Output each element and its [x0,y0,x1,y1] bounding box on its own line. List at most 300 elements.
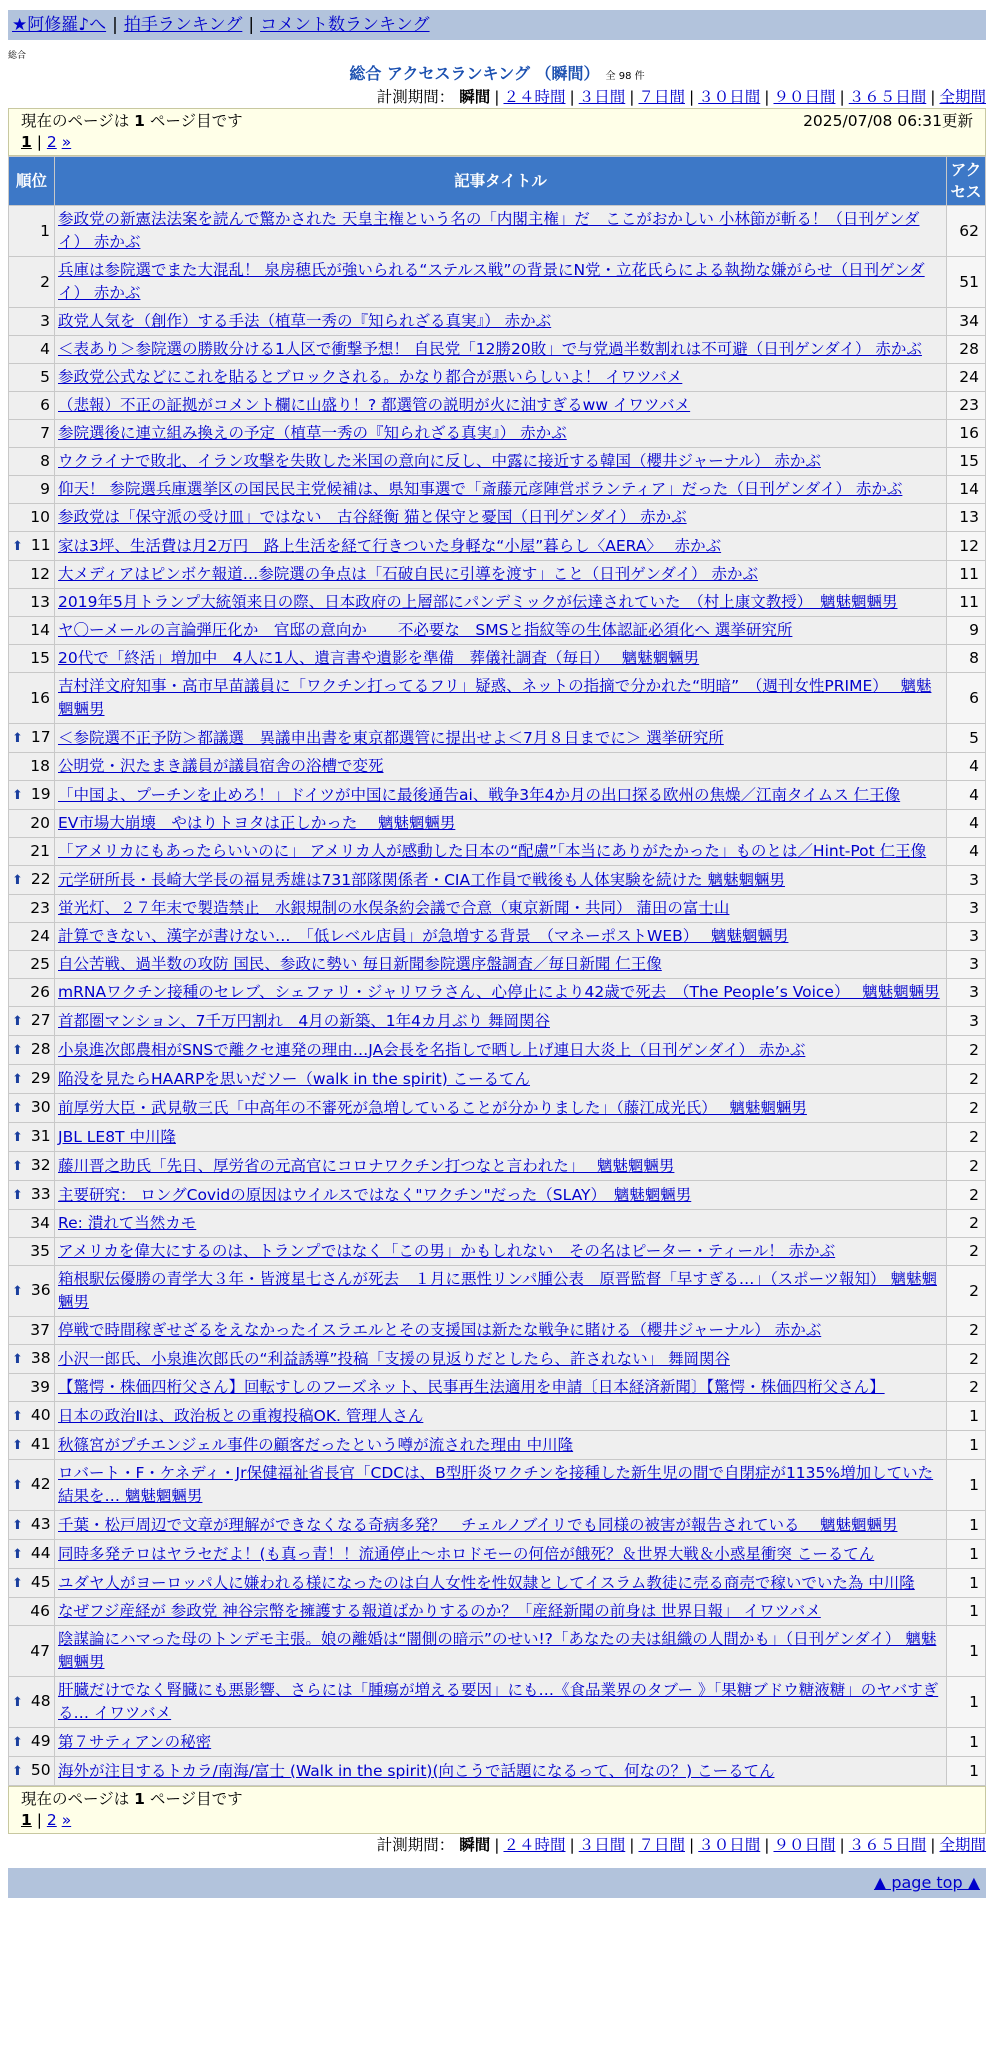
title-cell [55,1431,946,1459]
rank-number: 30 [30,1098,51,1116]
title-cell [55,1123,946,1151]
rank-cell [9,476,54,503]
article-title-link[interactable]: 政党人気を（創作）する手法（植草一秀の『知られざる真実』） 赤かぶ [58,312,552,330]
article-title-link[interactable]: （悲報）不正の証拠がコメント欄に山盛り！? 都選管の説明が火に油すぎるww イワツバメ [58,396,691,414]
rank-cell [9,1460,54,1510]
next-page-link[interactable]: » [61,133,72,151]
title-cell [55,504,946,531]
section-label: 総合 [8,51,27,61]
period-option-link[interactable]: ７日間 [638,88,685,106]
article-title-link[interactable]: ウクライナで敗北、イラン攻撃を失敗した米国の意向に反し、中露に接近する韓国（櫻井ジャーナル） 赤かぶ [58,452,821,470]
article-title-link[interactable]: アメリカを偉大にするのは、トランプではなく「この男」かもしれない その名はピーター・ティール！ 赤かぶ [58,1242,836,1260]
title-cell [55,476,946,503]
period-separator: | [569,1836,575,1854]
table-row [9,257,985,307]
period-option-link[interactable]: ３６５日間 [848,88,927,106]
title-cell [55,1345,946,1373]
period-separator: | [629,88,635,106]
article-title-link[interactable]: 参政党は「保守派の受け皿」ではない 古谷経衡 猫と保守と憂国（日刊ゲンダイ） 赤かぶ [58,508,687,526]
rank-number: 21 [30,842,50,860]
access-count: 1 [947,1757,985,1785]
rank-up-arrow-icon: ⬆ [12,873,23,888]
rank-cell [9,364,54,391]
nav-link-comment-ranking[interactable]: コメント数ランキング [260,15,430,35]
article-title-link[interactable]: 自公苦戦、過半数の攻防 国民、参政に勢い 毎日新聞参院選序盤調査／毎日新聞 仁王像 [58,955,662,973]
access-count: 1 [947,1728,985,1756]
period-separator: | [839,88,845,106]
table-row [9,364,985,391]
article-title-link[interactable]: 停戦で時間稼ぎせざるをえなかったイスラエルとその支援国は新たな戦争に賭ける（櫻井ジャーナル） 赤かぶ [58,1321,822,1339]
title-cell [55,645,946,672]
article-title-link[interactable]: 【驚愕・株価四桁父さん】回転すしのフーズネット、民事再生法適用を申請〔日本経済新聞〕【驚愕・株価四桁父さん】 [58,1378,885,1396]
table-row [9,1431,985,1459]
title-cell [55,673,946,723]
period-option-link[interactable]: ９０日間 [773,88,836,106]
rank-number: 42 [30,1475,51,1493]
period-option-link[interactable]: 全期間 [939,88,986,106]
access-count: 3 [947,979,985,1006]
access-count: 28 [947,336,985,363]
title-cell [55,206,946,256]
rank-cell [9,866,54,894]
rank-number: 19 [30,785,51,803]
article-title-link[interactable]: EV市場大崩壊 やはりトヨタは正しかった 魑魅魍魎男 [58,814,456,832]
article-title-link[interactable]: 千葉・松戸周辺で文章が理解ができなくなる奇病多発？ チェルノブイリでも同様の被害が報告されている 魑魅魍魎男 [58,1515,898,1534]
table-row [9,810,985,837]
rank-cell [9,1374,54,1401]
access-count: 2 [947,1238,985,1265]
table-row [9,1757,985,1785]
period-option-link[interactable]: ２４時間 [503,1836,566,1854]
article-title-link[interactable]: 参政党公式などにこれを貼るとブロックされる。かなり都合が悪いらしいよ！ イワツバメ [58,368,683,386]
title-cell [55,838,946,865]
title-cell [55,308,946,335]
rank-number: 9 [40,480,50,498]
rank-up-arrow-icon: ⬆ [12,539,23,554]
rank-number: 44 [30,1544,51,1562]
access-count: 62 [947,206,985,256]
period-separator: | [569,88,575,106]
page-title: 総合 アクセスランキング （瞬間） [349,64,600,83]
period-option-link[interactable]: ２４時間 [503,88,566,106]
access-count: 9 [947,617,985,644]
rank-number: 40 [30,1406,51,1424]
rank-number: 31 [30,1127,51,1145]
rank-up-arrow-icon: ⬆ [12,1547,23,1562]
rank-number: 48 [30,1692,51,1710]
title-cell [55,1540,946,1568]
period-option-link[interactable]: ３０日間 [698,1836,761,1854]
rank-number: 15 [30,649,50,667]
rank-up-arrow-icon: ⬆ [12,1130,23,1145]
table-row [9,392,985,419]
title-cell [55,257,946,307]
title-cell [55,979,946,1006]
article-title-link[interactable]: ロバート・F・ケネディ・Jr保健福祉省長官「CDCは、B型肝炎ワクチンを接種した新生児の間で自閉症が1135%増加していた結果を… 魑魅魍魎男 [58,1464,934,1505]
article-title-link[interactable]: 仰天！ 参院選兵庫選挙区の国民民主党候補は、県知事選で「斎藤元彦陣営ボランティア」だった（日刊ゲンダイ） 赤かぶ [58,480,903,498]
table-row [9,420,985,447]
rank-number: 6 [40,396,50,414]
rank-cell [9,1728,54,1756]
current-page-text: 現在のページは 1 ページ目です [21,1790,243,1808]
rank-number: 20 [30,814,50,832]
rank-number: 13 [30,593,50,611]
title-cell [55,1152,946,1180]
title-cell [55,951,946,978]
rank-cell [9,838,54,865]
access-count: 5 [947,724,985,752]
period-current: 瞬間 [459,1836,491,1854]
table-row [9,979,985,1006]
article-title-link[interactable]: 日本の政治Ⅱは、政治板との重複投稿OK. 管理人さん [58,1406,424,1425]
title-cell [55,1757,946,1785]
period-separator: | [930,1836,936,1854]
rank-cell [9,206,54,256]
nav-separator: | [112,15,118,35]
article-title-link[interactable]: mRNAワクチン接種のセレブ、シェファリ・ジャリワラさん、心停止により42歳で死去 （The People’s Voice） 魑魅魍魎男 [58,983,940,1001]
article-title-link[interactable]: 「アメリカにもあったらいいのに」 アメリカ人が感動した日本の“配慮”「本当にありがたかった」ものとは／Hint-Pot 仁王像 [58,842,927,860]
title-cell [55,420,946,447]
title-cell [55,1266,946,1316]
period-option-link[interactable]: 全期間 [939,1836,986,1854]
table-row [9,308,985,335]
access-count: 12 [947,532,985,560]
table-row [9,532,985,560]
access-count: 1 [947,1626,985,1676]
access-count: 1 [947,1511,985,1539]
rank-up-arrow-icon: ⬆ [12,1014,23,1029]
article-title-link[interactable]: ヤ〇ーメールの言論弾圧化か 官邸の意向か 不必要な SMSと指紋等の生体認証必須化へ 選挙研究所 [58,621,793,639]
article-title-link[interactable]: 小泉進次郎農相がSNSで離クセ連発の理由…JA会長を名指しで晒し上げ連日大炎上（日刊ゲンダイ） 赤かぶ [58,1040,806,1059]
article-title-link[interactable]: 主要研究： ロングCovidの原因はウイルスではなく"ワクチン"だった（SLAY） 魑魅魍魎男 [58,1185,692,1204]
rank-cell [9,1540,54,1568]
title-cell [55,1317,946,1344]
rank-number: 27 [30,1011,51,1029]
rank-number: 10 [30,508,50,526]
table-row [9,1677,985,1727]
rank-number: 2 [40,272,50,291]
rank-up-arrow-icon: ⬆ [12,1101,23,1116]
period-option-link[interactable]: ３日間 [578,1836,626,1854]
access-count: 3 [947,951,985,978]
article-title-link[interactable]: 元学研所長・長崎大学長の福見秀雄は731部隊関係者・CIA工作員で戦後も人体実験を続けた 魑魅魍魎男 [58,870,786,889]
title-cell [55,589,946,616]
article-title-link[interactable]: 参政党の新憲法法案を読んで驚かされた 天皇主権という名の「内閣主権」だ ここがおかしい 小林節が斬る！（日刊ゲンダイ） 赤かぶ [58,210,920,251]
article-title-link[interactable]: 陥没を見たらHAARPを思いだソー（walk in the spirit) こーるてん [58,1069,531,1088]
access-count: 2 [947,1374,985,1401]
nav-link-asyura[interactable]: ★阿修羅♪へ [12,15,107,35]
title-cell [55,392,946,419]
rank-number: 39 [30,1378,50,1396]
page-current: 1 [21,1811,32,1829]
next-page-link[interactable]: » [61,1811,72,1829]
access-count: 1 [947,1431,985,1459]
article-title-link[interactable]: ＜参院選不正予防＞都議選 異議申出書を東京都選管に提出せよ＜7月８日までに＞ 選挙研究所 [58,728,724,747]
access-count: 1 [947,1598,985,1625]
table-row [9,589,985,616]
rank-number: 28 [30,1040,51,1058]
article-title-link[interactable]: 前厚労大臣・武見敬三氏「中高年の不審死が急増していることが分かりました」（藤江成光氏） 魑魅魍魎男 [58,1098,807,1117]
period-option-link[interactable]: ３日間 [578,88,626,106]
article-title-link[interactable]: 計算できない、漢字が書けない… 「低レベル店員」が急増する背景 （マネーポストWEB） 魑魅魍魎男 [58,927,789,945]
rank-number: 37 [30,1321,50,1339]
article-title-link[interactable]: 蛍光灯、２７年末で製造禁止 水銀規制の水俣条約会議で合意（東京新聞・共同） 蒲田の富士山 [58,899,730,917]
article-title-link[interactable]: なぜフジ産経が 参政党 神谷宗幣を擁護する報道ばかりするのか？「産経新聞の前身は 世界日報」 イワツバメ [58,1602,821,1620]
rank-cell [9,1123,54,1151]
rank-number: 29 [30,1069,51,1087]
rank-up-arrow-icon: ⬆ [12,788,23,803]
rank-number: 32 [30,1156,51,1174]
table-row [9,724,985,752]
rank-up-arrow-icon: ⬆ [12,1735,23,1750]
rank-number: 50 [30,1761,51,1779]
article-title-link[interactable]: JBL LE8T 中川隆 [58,1127,176,1146]
article-title-link[interactable]: 大メディアはピンボケ報道…参院選の争点は「石破自民に引導を渡す」こと（日刊ゲンダイ） 赤かぶ [58,565,758,583]
article-title-link[interactable]: 公明党・沢たまき議員が議員宿舎の浴槽で変死 [58,757,384,775]
updated-timestamp: 2025/07/08 06:31更新 [803,112,973,130]
access-count: 2 [947,1345,985,1373]
article-title-link[interactable]: 家は3坪、生活費は月2万円 路上生活を経て行きついた身軽な“小屋”暮らし〈AERA〉 赤かぶ [58,536,722,555]
article-title-link[interactable]: 首都圏マンション、7千万円割れ 4月の新築、1年4カ月ぶり 舞岡関谷 [58,1011,550,1030]
rank-cell [9,1065,54,1093]
access-count: 15 [947,448,985,475]
rank-cell [9,1036,54,1064]
rank-number: 12 [30,565,50,583]
access-count: 34 [947,308,985,335]
access-count: 14 [947,476,985,503]
title-cell [55,1402,946,1430]
table-row [9,504,985,531]
access-count: 1 [947,1460,985,1510]
table-row [9,673,985,723]
article-title-link[interactable]: 秋篠宮がプチエンジェル事件の顧客だったという噂が流された理由 中川隆 [58,1435,574,1454]
page-info-box-bottom [8,1786,986,1834]
current-page-text: 現在のページは 1 ページ目です [21,112,243,130]
period-selector-top [8,86,986,108]
access-count: 2 [947,1266,985,1316]
table-row [9,617,985,644]
page-top-link[interactable]: ▲ page top ▲ [873,1873,980,1892]
rank-up-arrow-icon: ⬆ [12,1159,23,1174]
table-row [9,753,985,780]
rank-number: 47 [30,1641,50,1660]
access-count: 1 [947,1402,985,1430]
table-row [9,866,985,894]
rank-number: 45 [30,1573,51,1591]
article-title-link[interactable]: 箱根駅伝優勝の青学大３年・皆渡星七さんが死去 １月に悪性リンパ腫公表 原晋監督「早すぎる…」（スポーツ報知） 魑魅魍魎男 [58,1270,937,1311]
table-row [9,1181,985,1209]
rank-number: 26 [30,983,50,1001]
table-row [9,1238,985,1265]
access-count: 4 [947,781,985,809]
article-title-link[interactable]: Re: 潰れて当然カモ [58,1214,197,1232]
table-row [9,1374,985,1401]
rank-number: 1 [40,221,50,240]
title-cell [55,753,946,780]
rank-up-arrow-icon: ⬆ [12,1518,23,1533]
access-count: 2 [947,1036,985,1064]
table-row [9,1460,985,1510]
page-current: 1 [21,133,32,151]
title-cell [55,923,946,950]
table-row [9,1345,985,1373]
access-count: 1 [947,1677,985,1727]
access-count: 4 [947,753,985,780]
article-title-link[interactable]: 肝臓だけでなく腎臓にも悪影響、さらには「腫瘍が増える要因」にも…《食品業界のタブー 》「果糖ブドウ糖液糖」のヤバすぎる… イワツバメ [58,1681,939,1722]
title-cell [55,1460,946,1510]
table-row [9,1152,985,1180]
table-row [9,895,985,922]
table-row [9,951,985,978]
access-count: 16 [947,420,985,447]
rank-cell [9,1345,54,1373]
table-row [9,476,985,503]
title-cell [55,364,946,391]
title-cell [55,1036,946,1064]
rank-cell [9,951,54,978]
rank-number: 23 [30,899,50,917]
nav-link-clap-ranking[interactable]: 拍手ランキング [123,15,243,35]
period-selector-bottom [8,1834,986,1856]
page-link-2[interactable]: 2 [46,133,57,151]
table-row [9,1626,985,1676]
rank-up-arrow-icon: ⬆ [12,1284,23,1299]
access-count: 11 [947,589,985,616]
access-count: 6 [947,673,985,723]
article-title-link[interactable]: 兵庫は参院選でまた大混乱！ 泉房穂氏が強いられる“ステルス戦”の背景にN党・立花氏らによる執拗な嫌がらせ（日刊ゲンダイ） 赤かぶ [58,261,925,302]
table-row [9,1402,985,1430]
period-separator: | [494,1836,500,1854]
article-title-link[interactable]: 2019年5月トランプ大統領来日の際、日本政府の上層部にパンデミックが伝達されていた （村上康文教授） 魑魅魍魎男 [58,593,898,611]
title-cell [55,561,946,588]
rank-cell [9,1757,54,1785]
rank-cell [9,781,54,809]
title-cell [55,1511,946,1539]
table-row [9,781,985,809]
access-count: 51 [947,257,985,307]
header-access: アクセス [947,157,985,205]
title-cell [55,1677,946,1727]
rank-up-arrow-icon: ⬆ [12,1072,23,1087]
table-row [9,1094,985,1122]
rank-number: 17 [30,728,51,746]
title-cell [55,866,946,894]
rank-cell [9,1238,54,1265]
period-option-link[interactable]: ３６５日間 [848,1836,927,1854]
period-separator: | [689,1836,695,1854]
title-cell [55,1374,946,1401]
article-title-link[interactable]: 同時多発テロはヤラセだよ！(も真っ青！！流通停止〜ホロドモーの何倍が餓死？＆世界大戦＆小惑星衝突 こーるてん [58,1544,875,1563]
ranking-title-row [8,62,986,86]
access-count: 1 [947,1540,985,1568]
article-title-link[interactable]: 参院選後に連立組み換えの予定（植草一秀の『知られざる真実』） 赤かぶ [58,424,567,442]
rank-cell [9,392,54,419]
table-row [9,1036,985,1064]
nav-separator: | [248,15,255,35]
table-row [9,1266,985,1316]
rank-number: 38 [30,1349,51,1367]
title-cell [55,532,946,560]
article-title-link[interactable]: 「中国よ、プーチンを止めろ！」ドイツが中国に最後通告ai、戦争3年4か月の出口探る欧州の焦燥／江南タイムス 仁王像 [58,785,901,804]
rank-cell [9,979,54,1006]
table-row [9,206,985,256]
rank-cell [9,673,54,723]
period-separator: | [839,1836,845,1854]
rank-number: 11 [30,536,51,554]
article-title-link[interactable]: 吉村洋文府知事・高市早苗議員に「ワクチン打ってるフリ」疑惑、ネットの指摘で分かれた“明暗” （週刊女性PRIME） 魑魅魍魎男 [58,677,932,718]
title-cell [55,617,946,644]
ranking-table [8,156,986,1786]
rank-number: 25 [30,955,50,973]
rank-number: 4 [40,340,50,358]
access-count: 2 [947,1210,985,1237]
title-cell [55,1007,946,1035]
access-count: 1 [947,1569,985,1597]
rank-cell [9,308,54,335]
table-row [9,1569,985,1597]
rank-number: 22 [30,870,51,888]
article-title-link[interactable]: 20代で「終活」増加中 4人に1人、遺言書や遺影を準備 葬儀社調査（毎日） 魑魅魍魎男 [58,649,700,667]
rank-cell [9,1007,54,1035]
period-separator: | [764,1836,770,1854]
rank-cell [9,617,54,644]
period-option-link[interactable]: ９０日間 [773,1836,836,1854]
rank-cell [9,1317,54,1344]
access-count: 3 [947,1007,985,1035]
access-count: 2 [947,1317,985,1344]
title-cell [55,1210,946,1237]
rank-number: 24 [30,927,50,945]
rank-number: 49 [30,1732,51,1750]
page-link-2[interactable]: 2 [46,1811,57,1829]
rank-number: 7 [40,424,50,442]
rank-up-arrow-icon: ⬆ [12,1188,23,1203]
rank-cell [9,532,54,560]
article-title-link[interactable]: 藤川晋之助氏「先日、厚労省の元高官にコロナワクチン打つなと言われた」 魑魅魍魎男 [58,1156,675,1175]
article-title-link[interactable]: 小沢一郎氏、小泉進次郎氏の“利益誘導”投稿「支援の見返りだとしたら、許されない」 舞岡関谷 [58,1349,730,1368]
title-cell [55,448,946,475]
access-count: 2 [947,1065,985,1093]
article-title-link[interactable]: ユダヤ人がヨーロッパ人に嫌われる様になったのは白人女性を性奴隷としてイスラム教徒に売る商売で稼いでいた為 中川隆 [58,1573,915,1592]
article-title-link[interactable]: 第７サティアンの秘密 [58,1732,212,1751]
rank-cell [9,420,54,447]
access-count: 13 [947,504,985,531]
period-option-link[interactable]: ７日間 [638,1836,685,1854]
footer-bar [8,1868,986,1898]
access-count: 24 [947,364,985,391]
article-title-link[interactable]: 海外が注目するトカラ/南海/富士 (Walk in the spirit)(向こうで話題になるって、何なの？) こーるてん [58,1761,775,1780]
pagination-bottom: 1 | 2 » [21,1811,72,1829]
period-option-link[interactable]: ３０日間 [698,88,761,106]
rank-cell [9,1677,54,1727]
rank-number: 16 [30,688,50,707]
period-separator: | [689,88,695,106]
rank-cell [9,923,54,950]
table-row [9,1511,985,1539]
access-count: 2 [947,1152,985,1180]
title-cell [55,1181,946,1209]
article-title-link[interactable]: ＜表あり＞参院選の勝敗分ける1人区で衝撃予想！ 自民党「12勝20敗」で与党過半数割れは不可避（日刊ゲンダイ） 赤かぶ [58,340,922,358]
table-row [9,561,985,588]
rank-up-arrow-icon: ⬆ [12,1478,23,1493]
pagination-top: 1 | 2 » [21,133,72,151]
period-label: 計測期間： [376,88,455,106]
rank-cell [9,753,54,780]
table-row [9,1065,985,1093]
access-count: 4 [947,838,985,865]
article-title-link[interactable]: 陰謀論にハマった母のトンデモ主張。娘の離婚は“闇側の暗示”のせい!?「あなたの夫は組織の人間かも」（日刊ゲンダイ） 魑魅魍魎男 [58,1630,937,1671]
rank-up-arrow-icon: ⬆ [12,1576,23,1591]
